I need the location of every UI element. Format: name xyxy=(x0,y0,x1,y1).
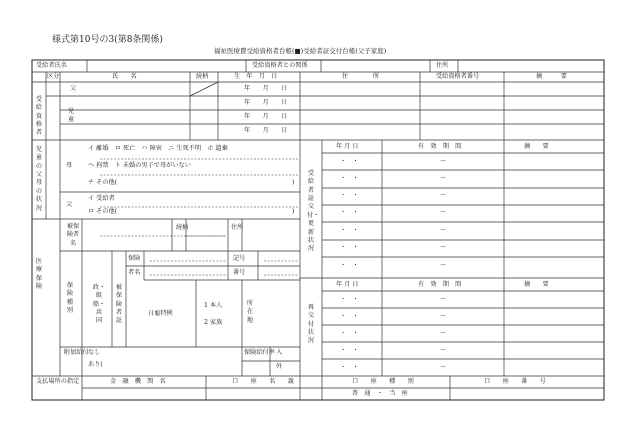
bango-label: 番号 xyxy=(233,269,246,276)
name-header: 氏 名 xyxy=(112,73,137,80)
day-laborer-label: 日雇特例 xyxy=(148,310,173,317)
zokugara-header: 続柄 xyxy=(196,73,209,80)
insurance-section-label: 医療保険 xyxy=(35,258,43,291)
recipient-name-label: 受給者氏名 xyxy=(36,62,67,69)
outpatient-label: 外 xyxy=(276,363,283,370)
address-header: 住 所 xyxy=(342,73,380,80)
reissue-date-header: 年 月 日 xyxy=(336,281,359,288)
father-birthdate: 年 月 日 xyxy=(244,85,288,92)
mother-close-paren: ) xyxy=(292,179,295,186)
reissue-period-header: 有 効 期 間 xyxy=(418,281,462,288)
extra-none: なし xyxy=(88,349,101,356)
cert-no-header: 受給資格者番号 xyxy=(436,73,480,80)
form-number: 様式第10号の3(第8条関係) xyxy=(52,35,163,45)
reissue-period-tilde: ～ xyxy=(440,330,447,337)
reissue-date-dots: ・ ・ xyxy=(340,296,359,303)
issue-date-dots: ・ ・ xyxy=(340,175,359,182)
reissue-date-dots: ・ ・ xyxy=(340,330,359,337)
recipient-section-label: 受給資格者 xyxy=(35,96,43,137)
form-title: 福祉医療費受給資格者台帳(■)受給者証交付台帳(父子家庭) xyxy=(214,47,387,55)
extra-exists: あり( xyxy=(88,361,103,368)
family-option: 2 家族 xyxy=(204,319,223,326)
child-row-label: 児童 xyxy=(67,108,75,124)
child2-birthdate: 年 月 日 xyxy=(244,113,288,120)
issue-period-tilde: ～ xyxy=(440,175,447,182)
account-type-options: 普 通 ・ 当 座 xyxy=(352,390,408,397)
bank-name-header: 金 融 機 関 名 xyxy=(110,378,166,385)
insurance-type-options: 政・組 船・共 国 xyxy=(92,284,106,325)
relation-label: 受給資格者との関係 xyxy=(252,62,308,69)
issue-remarks-header: 摘 要 xyxy=(524,143,549,150)
child1-birthdate: 年 月 日 xyxy=(244,99,288,106)
child3-birthdate: 年 月 日 xyxy=(244,127,288,134)
insurer-label: 保険 xyxy=(128,255,141,262)
father-option-2: ロ その他( xyxy=(88,208,118,215)
parent-status-section-label: 児童の父母の状況 xyxy=(35,146,43,212)
self-option: 1 本人 xyxy=(204,302,223,309)
father-close-paren: ) xyxy=(292,208,295,215)
insurance-type-label: 保険種別 xyxy=(66,282,74,315)
issue-date-dots: ・ ・ xyxy=(340,158,359,165)
reissue-section-label: 再交付状況 xyxy=(307,304,315,345)
account-number-header: 口 座 番 号 xyxy=(484,378,546,385)
issue-date-header: 年 月 日 xyxy=(336,143,359,150)
issue-date-dots: ・ ・ xyxy=(340,227,359,234)
reissue-date-dots: ・ ・ xyxy=(340,313,359,320)
issue-date-dots: ・ ・ xyxy=(340,192,359,199)
location-label: 所在地 xyxy=(246,300,254,324)
father-row-label: 父 xyxy=(70,85,77,92)
kigo-label: 記号 xyxy=(233,255,246,262)
mother-option-2: ヘ 拘禁 ト 未婚の男子で母がいない xyxy=(88,162,191,169)
mother-label: 母 xyxy=(66,162,73,169)
insured-name-label: 被保険者名 xyxy=(66,223,80,247)
issue-date-dots: ・ ・ xyxy=(340,244,359,251)
remarks-header: 摘 要 xyxy=(536,73,567,80)
insured-cert-label: 被保険者証 xyxy=(115,284,123,325)
father-status-label: 父 xyxy=(66,201,73,208)
reissue-period-tilde: ～ xyxy=(440,313,447,320)
issue-period-tilde: ～ xyxy=(440,262,447,269)
birthdate-header: 生 年 月 日 xyxy=(234,73,278,80)
issue-period-tilde: ～ xyxy=(440,209,447,216)
issue-status-section-label: 受給者証交付・更新状況 xyxy=(307,170,320,253)
reissue-period-tilde: ～ xyxy=(440,364,447,371)
reissue-period-tilde: ～ xyxy=(440,296,447,303)
reissue-period-tilde: ～ xyxy=(440,347,447,354)
payment-label: 支払場所の指定 xyxy=(36,378,80,385)
issue-period-tilde: ～ xyxy=(440,192,447,199)
mother-option-1: イ 離婚 ロ 死亡 ハ 障害 ニ 生死不明 ホ 遺棄 xyxy=(88,145,228,152)
extra-benefit-label: 附加給付 xyxy=(64,349,89,356)
issue-period-tilde: ～ xyxy=(440,227,447,234)
reissue-date-dots: ・ ・ xyxy=(340,364,359,371)
account-type-header: 口 座 種 別 xyxy=(352,378,414,385)
account-holder-header: 口 座 名 義 xyxy=(232,378,294,385)
insurer-name-label: 者名 xyxy=(128,269,141,276)
issue-period-tilde: ～ xyxy=(440,244,447,251)
reissue-date-dots: ・ ・ xyxy=(340,347,359,354)
address-label: 住所 xyxy=(436,62,449,69)
benefit-rate-label: 保険給付率 xyxy=(244,349,275,356)
kubun-header: 区分 xyxy=(47,73,60,80)
insured-zokugara-label: 続柄 xyxy=(176,224,189,231)
mother-option-3: チ その他( xyxy=(88,179,118,186)
issue-period-header: 有 効 期 間 xyxy=(418,143,462,150)
issue-period-tilde: ～ xyxy=(440,158,447,165)
inpatient-label: 入 xyxy=(276,349,283,356)
reissue-remarks-header: 摘 要 xyxy=(524,281,549,288)
issue-date-dots: ・ ・ xyxy=(340,262,359,269)
insured-address-label: 住所 xyxy=(231,224,244,231)
issue-date-dots: ・ ・ xyxy=(340,209,359,216)
father-option-1: イ 受給者 xyxy=(88,195,115,202)
